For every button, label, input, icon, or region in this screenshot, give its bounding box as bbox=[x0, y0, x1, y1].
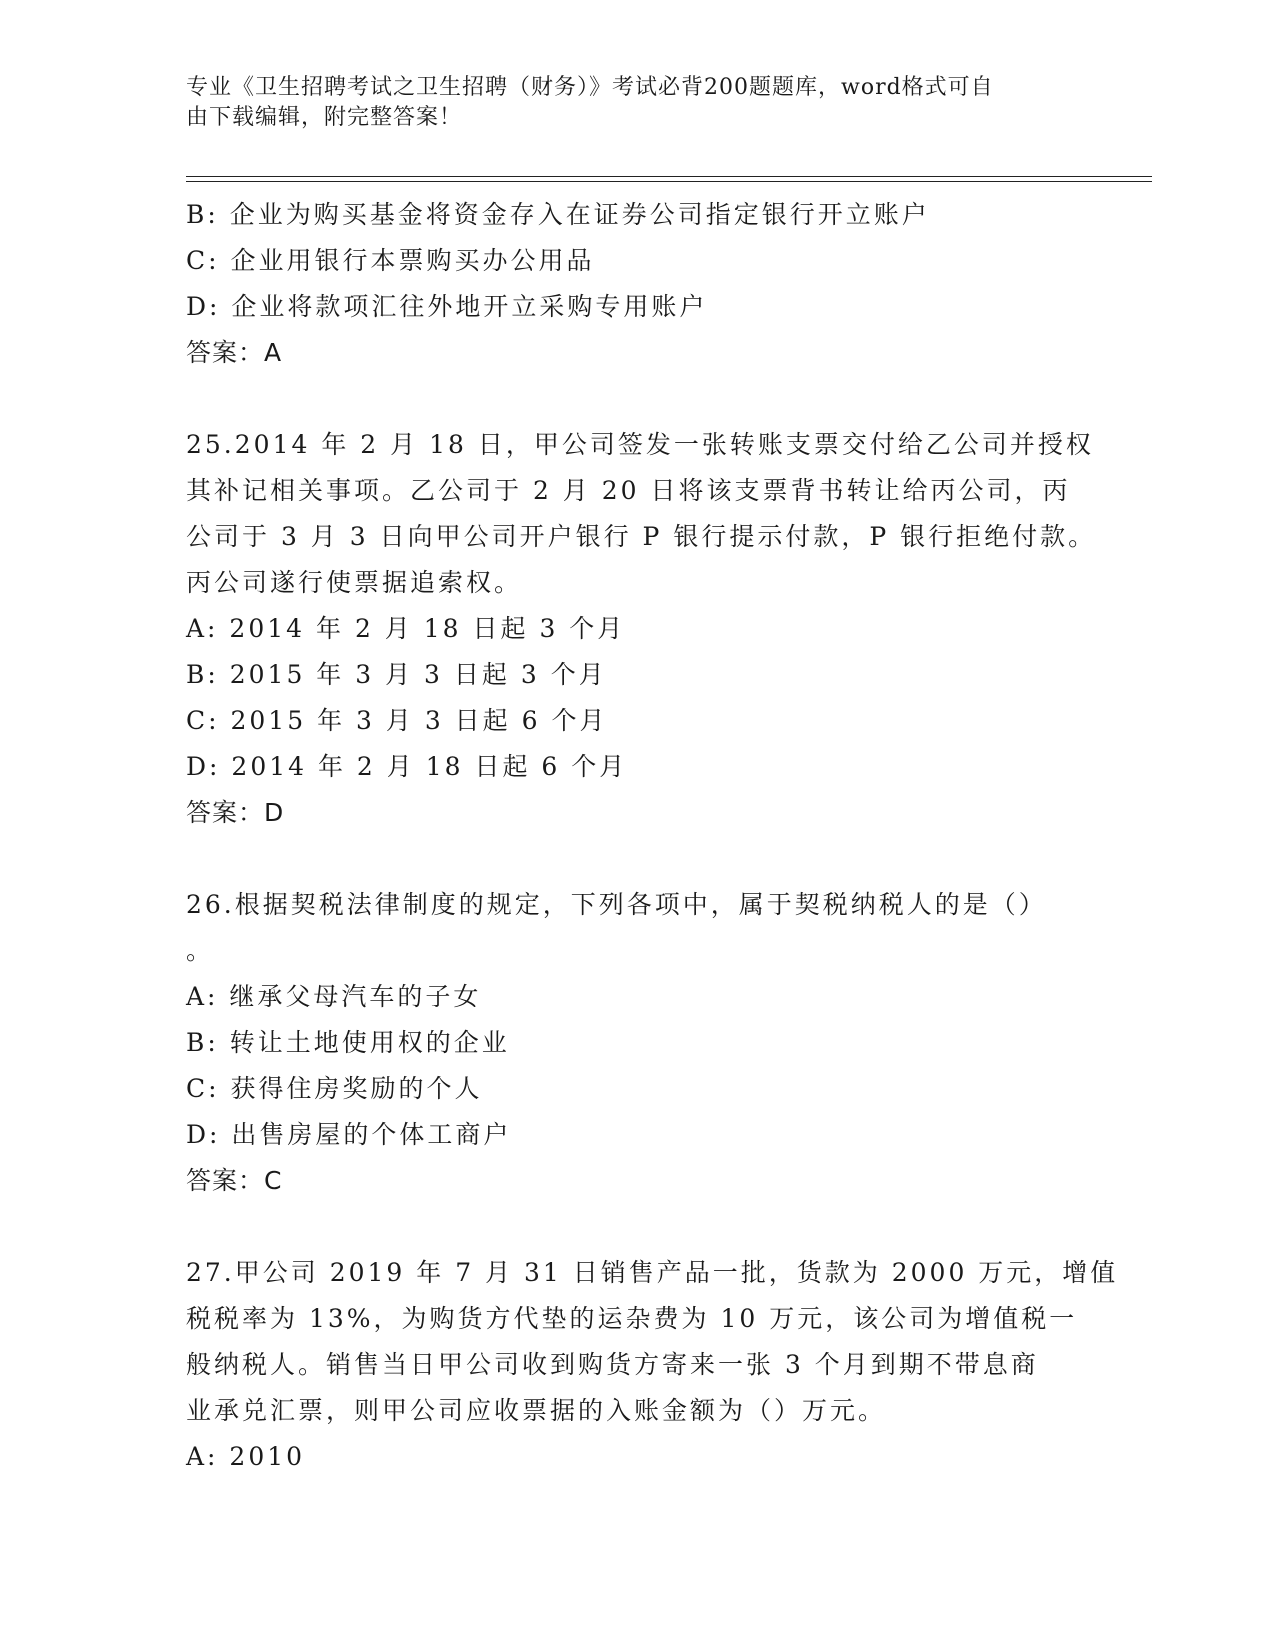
option-d: D: 企业将款项汇往外地开立采购专用账户 bbox=[186, 292, 708, 321]
question-stem-line: 27.甲公司 2019 年 7 月 31 日销售产品一批，货款为 2000 万元，增值 bbox=[186, 1258, 1119, 1287]
question-26 bbox=[186, 882, 1086, 1204]
question-27 bbox=[186, 1250, 1119, 1480]
document-header bbox=[186, 73, 1066, 133]
option-b: B: 企业为购买基金将资金存入在证券公司指定银行开立账户 bbox=[186, 200, 930, 229]
option-d: D: 2014 年 2 月 18 日起 6 个月 bbox=[186, 752, 628, 781]
answer: 答案：C bbox=[186, 1166, 283, 1195]
option-a: A: 2014 年 2 月 18 日起 3 个月 bbox=[186, 614, 626, 643]
option-b: B: 转让土地使用权的企业 bbox=[186, 1028, 510, 1057]
option-a: A: 2010 bbox=[186, 1442, 306, 1471]
question-stem-line: 丙公司遂行使票据追索权。 bbox=[186, 568, 523, 597]
option-c: C: 2015 年 3 月 3 日起 6 个月 bbox=[186, 706, 608, 735]
header-line-1: 专业《卫生招聘考试之卫生招聘（财务）》考试必背200题题库，word格式可自 bbox=[186, 75, 994, 100]
question-stem-line: 25.2014 年 2 月 18 日，甲公司签发一张转账支票交付给乙公司并授权 bbox=[186, 430, 1094, 459]
question-stem-line: 其补记相关事项。乙公司于 2 月 20 日将该支票背书转让给丙公司，丙 bbox=[186, 476, 1071, 505]
question-24-continued bbox=[186, 192, 1086, 376]
question-stem-line: 般纳税人。销售当日甲公司收到购货方寄来一张 3 个月到期不带息商 bbox=[186, 1350, 1039, 1379]
header-divider-bottom bbox=[186, 181, 1152, 182]
answer: 答案：A bbox=[186, 338, 283, 367]
option-c: C: 企业用银行本票购买办公用品 bbox=[186, 246, 595, 275]
document-body bbox=[186, 192, 1119, 1480]
question-25 bbox=[186, 422, 1097, 836]
option-d: D: 出售房屋的个体工商户 bbox=[186, 1120, 512, 1149]
question-stem-line: 26.根据契税法律制度的规定，下列各项中，属于契税纳税人的是（） bbox=[186, 890, 1047, 919]
question-stem-line: 。 bbox=[186, 936, 215, 965]
header-divider-top bbox=[186, 176, 1152, 177]
question-stem-line: 业承兑汇票，则甲公司应收票据的入账金额为（）万元。 bbox=[186, 1396, 887, 1425]
option-b: B: 2015 年 3 月 3 日起 3 个月 bbox=[186, 660, 607, 689]
header-line-2: 由下载编辑，附完整答案！ bbox=[186, 105, 463, 130]
option-c: C: 获得住房奖励的个人 bbox=[186, 1074, 483, 1103]
question-stem-line: 公司于 3 月 3 日向甲公司开户银行 P 银行提示付款，P 银行拒绝付款。 bbox=[186, 522, 1097, 551]
question-stem-line: 税税率为 13%，为购货方代垫的运杂费为 10 万元，该公司为增值税一 bbox=[186, 1304, 1078, 1333]
option-a: A: 继承父母汽车的子女 bbox=[186, 982, 482, 1011]
answer: 答案：D bbox=[186, 798, 285, 827]
